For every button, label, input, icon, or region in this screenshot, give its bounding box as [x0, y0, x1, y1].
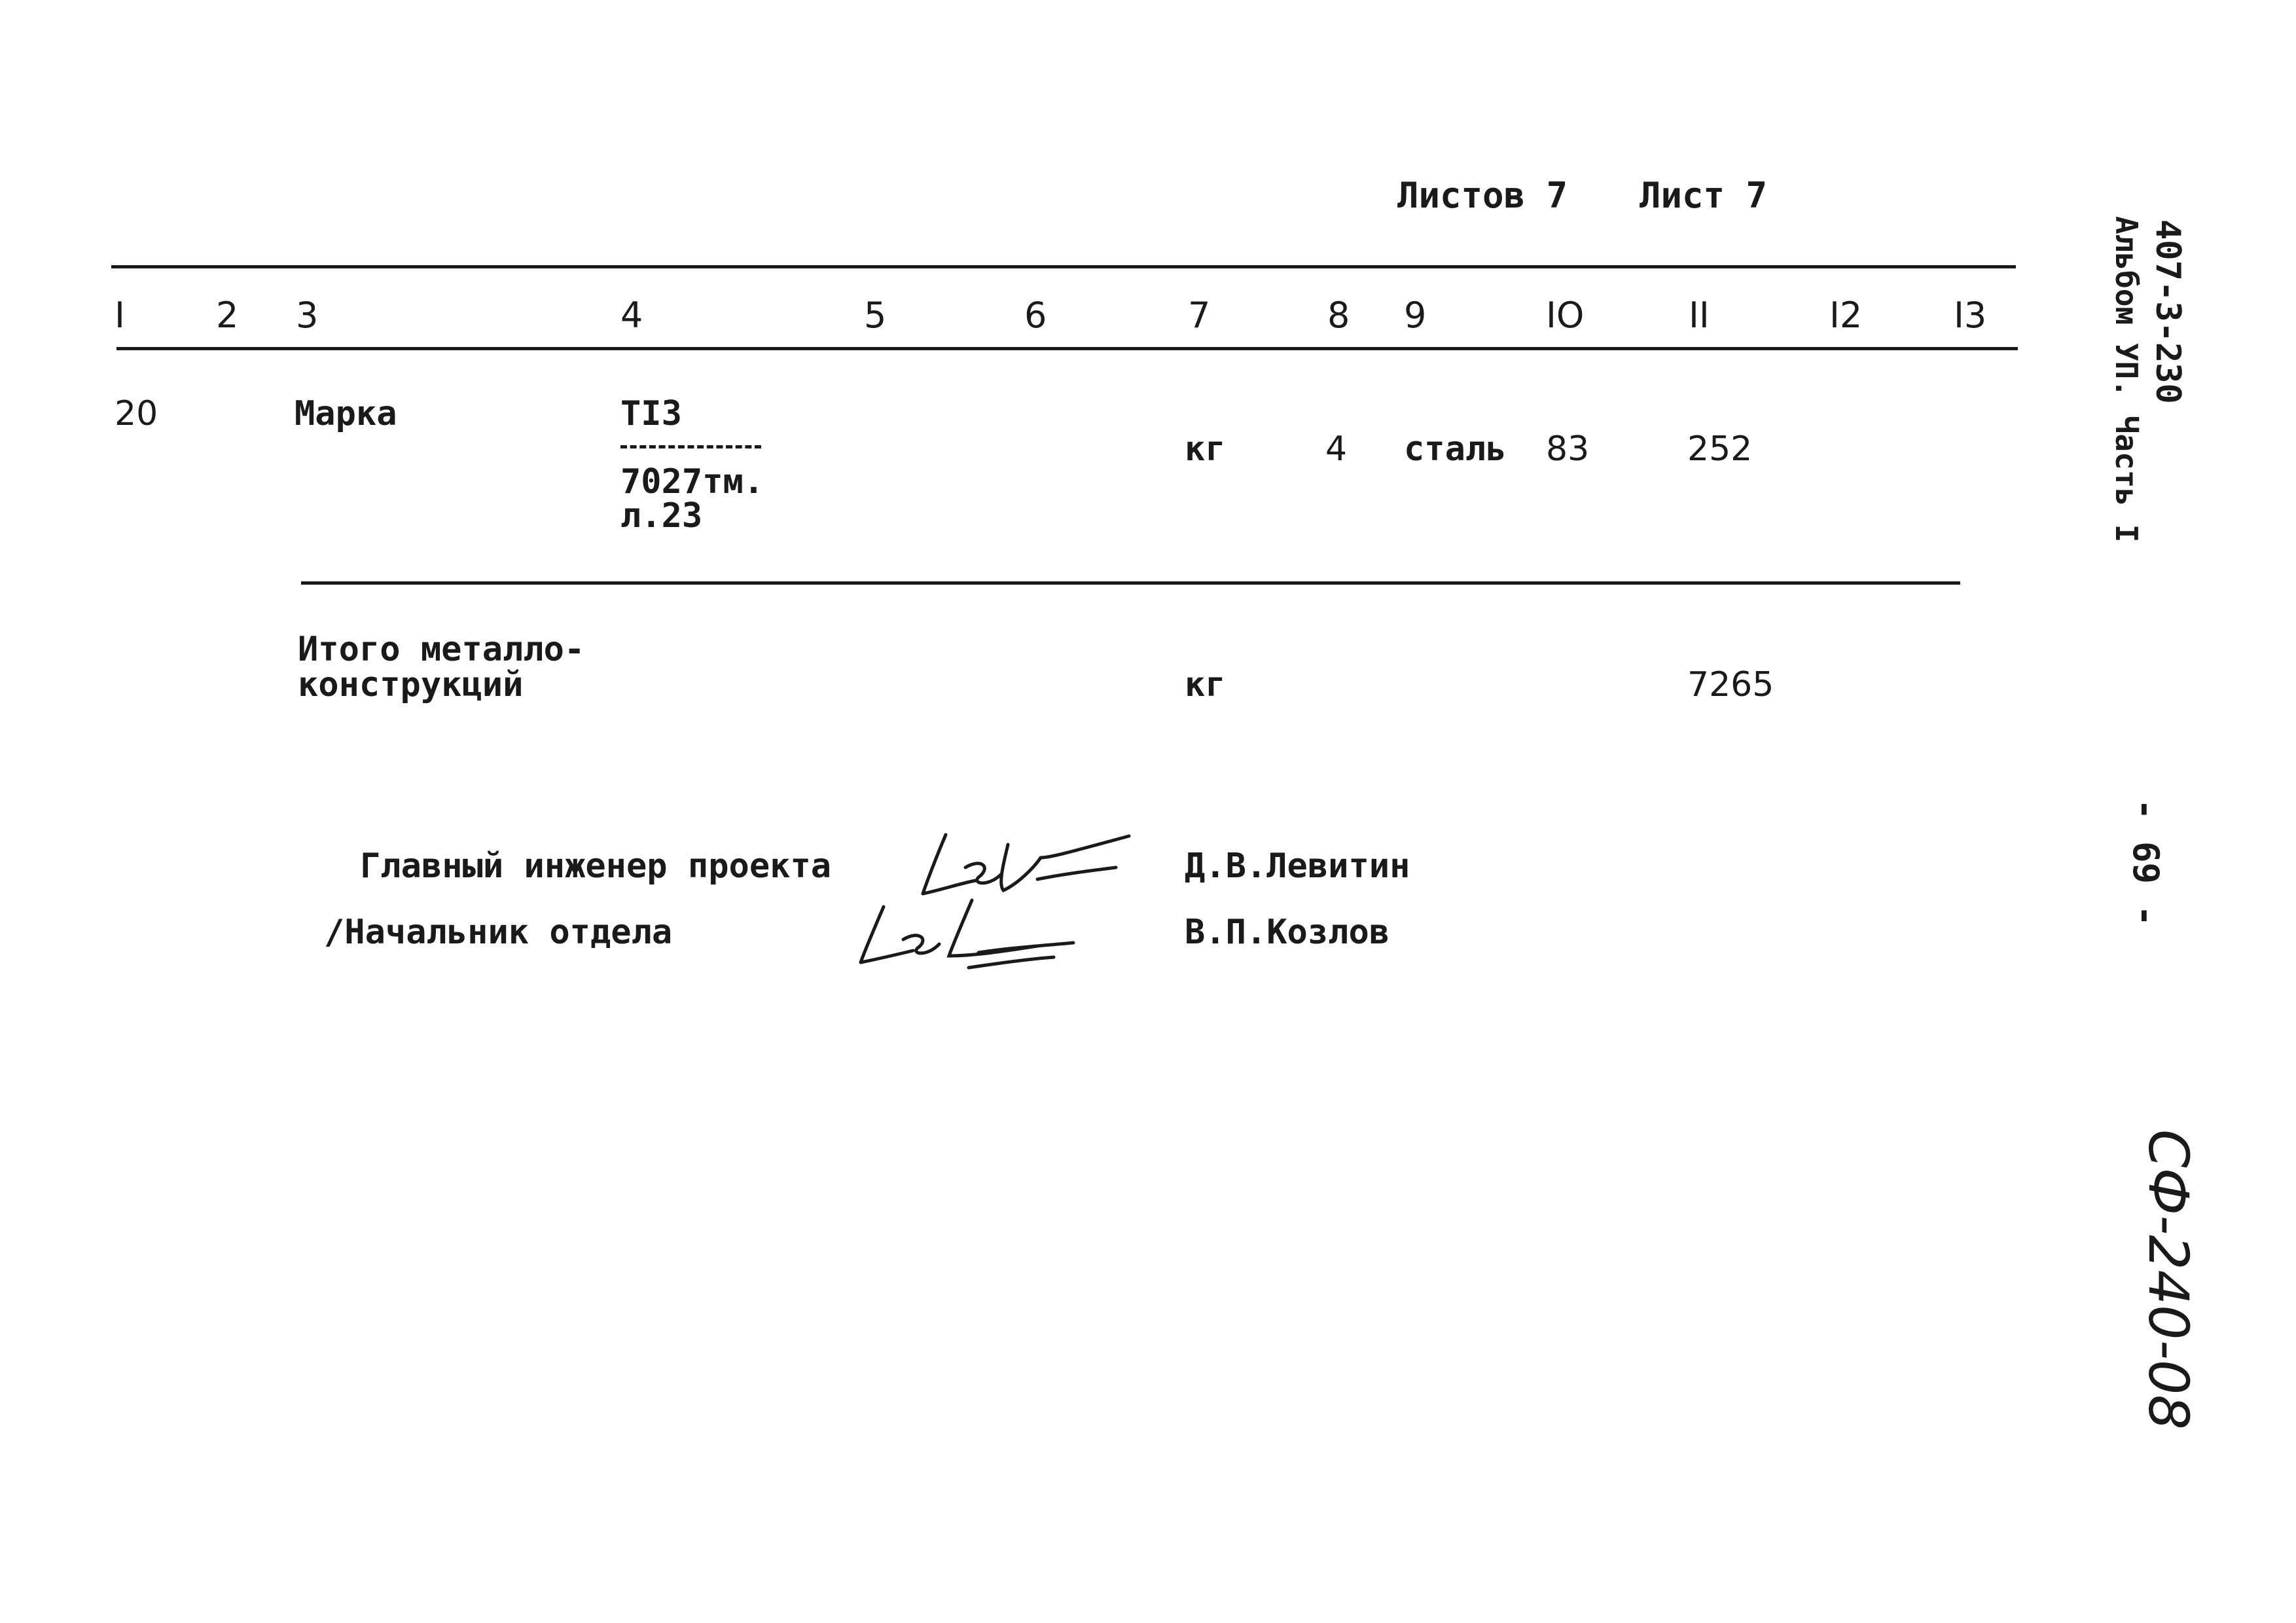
row-doc-ref-line1: 7027тм.: [620, 462, 764, 501]
table-top-rule: [111, 265, 2016, 268]
total-value: 7265: [1687, 665, 1774, 704]
col-number-11: II: [1689, 295, 1710, 336]
col-number-3: 3: [296, 295, 319, 336]
row-unit: кг: [1185, 429, 1226, 469]
chief-engineer-title: Главный инженер проекта: [360, 847, 832, 886]
total-unit: кг: [1185, 665, 1226, 704]
total-separator-rule: [301, 581, 1960, 585]
album-part: Альбом УП. Часть I: [2109, 216, 2144, 543]
row-doc-mark: TI3: [620, 394, 682, 433]
col-number-7: 7: [1188, 295, 1211, 336]
row-weight-total: 252: [1687, 429, 1753, 469]
table-header-bottom-rule: [117, 347, 2018, 350]
row-position: 20: [115, 394, 158, 433]
dept-head-signature: [857, 890, 1093, 976]
sheet-number: Лист 7: [1640, 175, 1768, 216]
row-name: Марка: [295, 394, 397, 433]
row-doc-ref-line2: л.23: [620, 496, 703, 536]
total-label-line2: конструкций: [298, 665, 524, 704]
col-number-8: 8: [1327, 295, 1350, 336]
col-number-2: 2: [216, 295, 239, 336]
sheets-count: Листов 7: [1397, 175, 1568, 216]
doc-code: СФ-240-08: [2136, 1129, 2200, 1430]
col-number-13: I3: [1954, 295, 1987, 336]
col-number-5: 5: [864, 295, 887, 336]
row-quantity: 4: [1325, 429, 1348, 469]
album-code: 407-3-230: [2148, 219, 2187, 404]
col-number-1: I: [115, 295, 125, 336]
col-number-9: 9: [1404, 295, 1427, 336]
page-number: - 69 -: [2125, 799, 2166, 927]
col-number-12: I2: [1829, 295, 1863, 336]
col-number-10: IO: [1546, 295, 1585, 336]
chief-engineer-name: Д.В.Левитин: [1185, 847, 1410, 886]
col-number-4: 4: [620, 295, 643, 336]
row-doc-divider: [620, 445, 761, 448]
row-material: сталь: [1404, 429, 1507, 469]
row-weight-one: 83: [1546, 429, 1590, 469]
dept-head-title: /Начальник отдела: [324, 913, 673, 952]
dept-head-name: В.П.Козлов: [1185, 913, 1390, 952]
col-number-6: 6: [1024, 295, 1047, 336]
total-label-line1: Итого металло-: [298, 630, 585, 669]
